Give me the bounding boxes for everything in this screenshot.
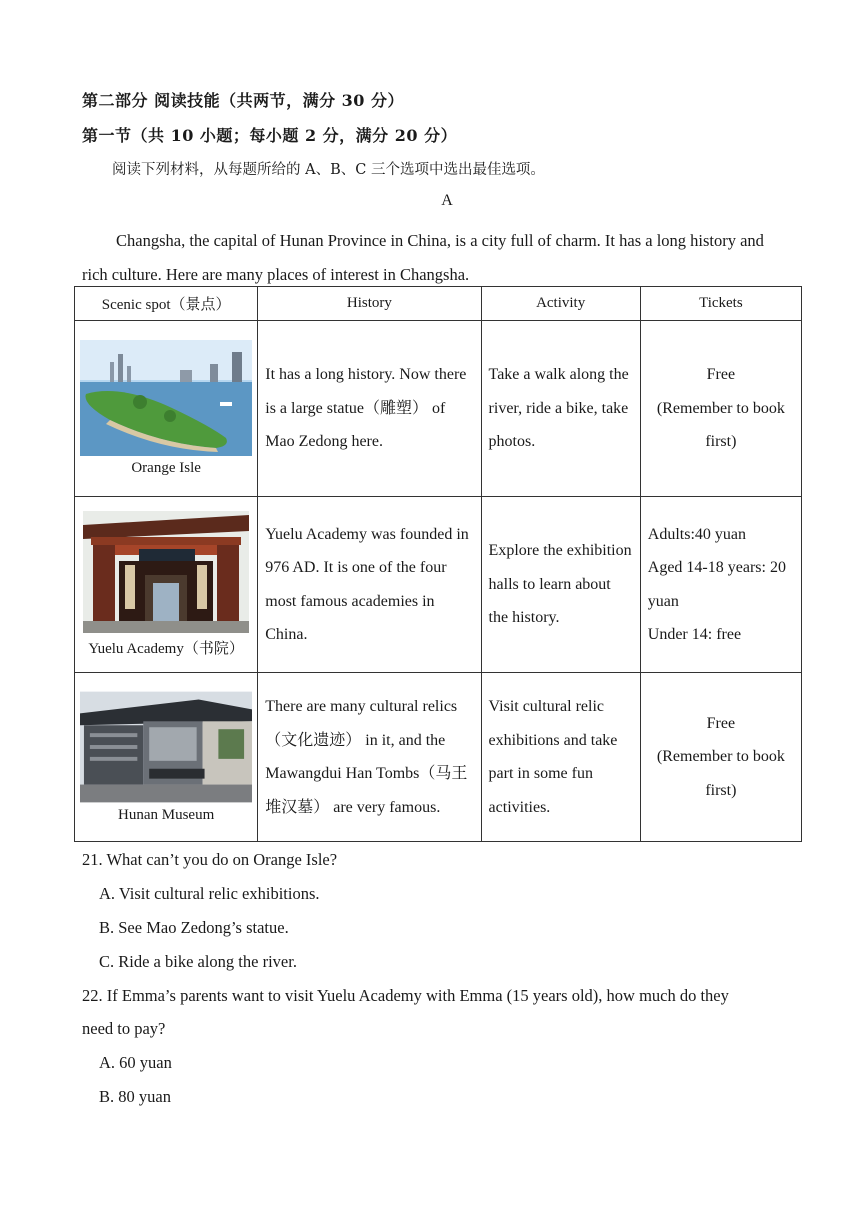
- tickets-cell: [640, 497, 801, 673]
- ticket-line: Under 14: free: [647, 626, 742, 643]
- question-22-stem-line2: need to pay?: [82, 1019, 166, 1038]
- history-text: Yuelu Academy was founded in 976 AD. It is one of the four most famous academies in China.: [265, 525, 469, 643]
- activity-cell: [481, 673, 640, 842]
- spot-cell: [75, 497, 258, 673]
- ticket-line: Adults:40 yuan: [647, 525, 746, 543]
- instruction-text: 阅读下列材料，从每题所给的 A、B、C 三个选项中选出最佳选项。: [112, 162, 545, 178]
- history-cell: [258, 497, 481, 673]
- history-cell: [258, 673, 481, 842]
- ticket-line: (Remember to book first): [656, 748, 785, 799]
- spot-name: Hunan Museum: [118, 806, 215, 823]
- table-header-row: [75, 287, 802, 321]
- passage-intro: Changsha, the capital of Hunan Province in China, is a city full of charm. It has a long history and rich culture. Here are many places of interest in Changsha.: [82, 231, 764, 284]
- activity-text: Explore the exhibition halls to learn about the history.: [488, 542, 632, 627]
- orange-isle-photo-icon: [80, 340, 252, 456]
- activity-cell: [481, 321, 640, 497]
- scenic-spots-table: [74, 286, 802, 842]
- ticket-line: (Remember to book first): [656, 399, 785, 451]
- yuelu-academy-photo-icon: [80, 511, 252, 633]
- option-b[interactable]: B. See Mao Zedong’s statue.: [99, 918, 289, 937]
- activity-text: Visit cultural relic exhibitions and take part in some fun activities.: [488, 698, 618, 816]
- passage-label: A: [441, 192, 453, 209]
- question-21-stem: 21. What can’t you do on Orange Isle?: [82, 850, 338, 869]
- ticket-line: Free: [706, 714, 736, 732]
- activity-cell: [481, 497, 640, 673]
- table-header-cell: Tickets: [640, 287, 801, 321]
- option-c[interactable]: C. Ride a bike along the river.: [99, 952, 297, 971]
- section-title: 第一节（共 10 小题；每小题 2 分，满分 20 分）: [82, 126, 458, 145]
- history-text: There are many cultural relics（文化遗迹） in it, and the Mawangdui Han Tombs（马王堆汉墓） are very famous.: [265, 698, 468, 816]
- hunan-museum-photo-icon: [80, 691, 252, 803]
- table-row: [75, 321, 802, 497]
- ticket-line: Aged 14-18 years: 20 yuan: [647, 559, 786, 610]
- option-b[interactable]: B. 80 yuan: [99, 1087, 171, 1106]
- table-row: [75, 673, 802, 842]
- tickets-cell: [640, 673, 801, 842]
- table-header-cell: History: [258, 287, 481, 321]
- option-a[interactable]: A. Visit cultural relic exhibitions.: [99, 884, 320, 903]
- spot-cell: [75, 321, 258, 497]
- history-text: It has a long history. Now there is a large statue（雕塑） of Mao Zedong here.: [265, 366, 467, 451]
- tickets-cell: [640, 321, 801, 497]
- table-header-cell: Scenic spot（景点）: [75, 287, 258, 321]
- spot-name: Yuelu Academy（书院）: [88, 641, 244, 657]
- part-title: 第二部分 阅读技能（共两节，满分 30 分）: [82, 91, 404, 110]
- spot-cell: [75, 673, 258, 842]
- ticket-line: Free: [706, 366, 736, 384]
- table-header-cell: Activity: [481, 287, 640, 321]
- activity-text: Take a walk along the river, ride a bike, take photos.: [488, 366, 629, 451]
- question-22-stem-line1: 22. If Emma’s parents want to visit Yuelu Academy with Emma (15 years old), how much do they: [82, 986, 729, 1005]
- history-cell: [258, 321, 481, 497]
- table-row: [75, 497, 802, 673]
- spot-name: Orange Isle: [131, 460, 201, 476]
- option-a[interactable]: A. 60 yuan: [99, 1053, 172, 1072]
